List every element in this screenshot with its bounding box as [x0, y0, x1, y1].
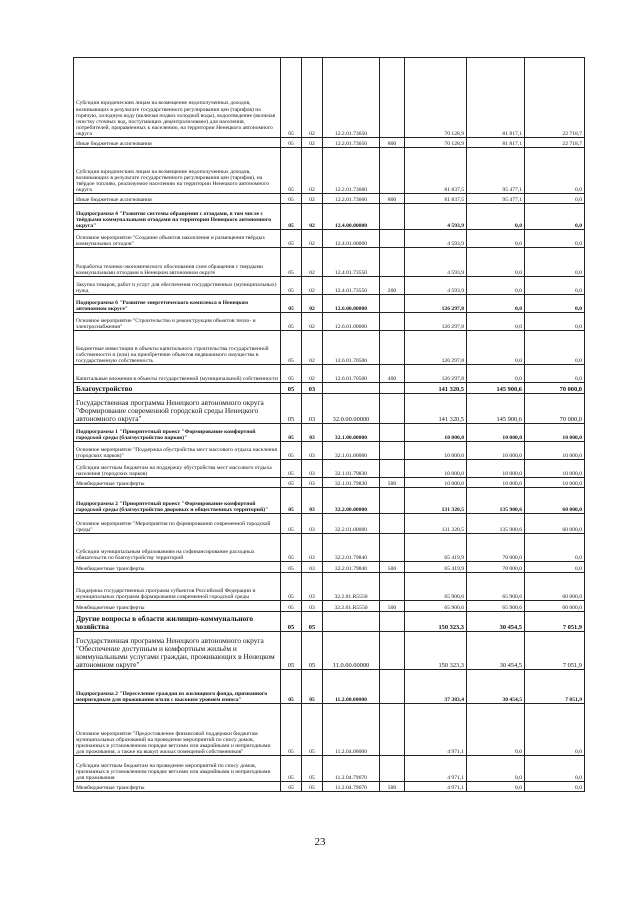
section-code-cell: 05: [281, 442, 302, 460]
amount-year3-cell: 0,0: [525, 365, 585, 383]
target-article-cell: [323, 383, 380, 394]
subsection-code-cell: 03: [302, 534, 323, 562]
table-row: [74, 194, 585, 204]
amount-year2-cell: 95 477,1: [467, 148, 525, 194]
amount-year2-cell: 70 000,0: [467, 534, 525, 562]
target-article-cell: 12.4.00.00000: [323, 204, 380, 230]
row-name-cell: Подпрограмма 2 "Переселение граждан из жилищного фонда, признанного непригодным для проживания и/или с высоким уровнем износа": [74, 670, 281, 704]
target-article-cell: 12.6.01.70500: [323, 365, 380, 383]
subsection-code-cell: 03: [302, 460, 323, 478]
amount-year1-cell: 4 593,9: [405, 277, 467, 295]
table-row: [74, 782, 585, 792]
target-article-cell: 11.2.00.00000: [323, 670, 380, 704]
section-code-cell: 05: [281, 488, 302, 514]
amount-year2-cell: 145 900,6: [467, 383, 525, 394]
target-article-cell: 12.4.01.00000: [323, 230, 380, 248]
amount-year3-cell: 60 000,0: [525, 573, 585, 601]
amount-year3-cell: 0,0: [525, 756, 585, 782]
section-code-cell: 05: [281, 194, 302, 204]
subsection-code-cell: 03: [302, 514, 323, 534]
section-code-cell: 05: [281, 331, 302, 365]
subsection-code-cell: 03: [302, 573, 323, 601]
amount-year2-cell: 30 454,5: [467, 632, 525, 670]
subsection-code-cell: 03: [302, 442, 323, 460]
row-name-cell: Поддержка государственных программ субъектов Российской Федерации и муниципальных программ формирования современной городской среды: [74, 573, 281, 601]
amount-year3-cell: 0,0: [525, 313, 585, 331]
expense-type-cell: [380, 704, 405, 756]
amount-year1-cell: 126 297,8: [405, 313, 467, 331]
expense-type-cell: [380, 460, 405, 478]
section-code-cell: 05: [281, 460, 302, 478]
amount-year2-cell: 10 000,0: [467, 424, 525, 442]
expense-type-cell: [380, 230, 405, 248]
table-body: [74, 58, 585, 792]
expense-type-cell: [380, 331, 405, 365]
expense-type-cell: [380, 488, 405, 514]
table-row: [74, 460, 585, 478]
section-code-cell: 05: [281, 365, 302, 383]
subsection-code-cell: 05: [302, 756, 323, 782]
expense-type-cell: 500: [380, 782, 405, 792]
subsection-code-cell: 05: [302, 670, 323, 704]
row-name-cell: Основное мероприятие "Предоставление финансовой поддержки бюджетам муниципальных образований на проведение мероприятий по сносу домов, признанных в установленном порядке ветхими или аварийными и непригодными для проживания, а также на выкуп жилых помещений собственников": [74, 704, 281, 756]
amount-year3-cell: 70 000,0: [525, 394, 585, 424]
section-code-cell: 05: [281, 573, 302, 601]
expense-type-cell: 200: [380, 277, 405, 295]
target-article-cell: 12.4.01.73550: [323, 248, 380, 277]
row-name-cell: Субсидии местным бюджетам на проведение мероприятий по сносу домов, признанных в установленном порядке ветхими или аварийными и непригодными для проживания: [74, 756, 281, 782]
amount-year1-cell: 10 000,0: [405, 424, 467, 442]
amount-year1-cell: 126 297,8: [405, 295, 467, 313]
table-row: [74, 248, 585, 277]
subsection-code-cell: 05: [302, 612, 323, 632]
expense-type-cell: [380, 442, 405, 460]
expense-type-cell: [380, 573, 405, 601]
section-code-cell: 05: [281, 295, 302, 313]
row-name-cell: Основное мероприятие "Поддержка обустройства мест массового отдыха населения (городских парков)": [74, 442, 281, 460]
amount-year1-cell: 37 383,4: [405, 670, 467, 704]
subsection-code-cell: 03: [302, 488, 323, 514]
amount-year1-cell: 10 000,0: [405, 460, 467, 478]
subsection-code-cell: 02: [302, 138, 323, 148]
section-code-cell: 05: [281, 756, 302, 782]
amount-year3-cell: 0,0: [525, 331, 585, 365]
amount-year2-cell: 0,0: [467, 204, 525, 230]
expense-type-cell: [380, 58, 405, 138]
section-code-cell: 05: [281, 394, 302, 424]
subsection-code-cell: 02: [302, 295, 323, 313]
section-code-cell: 05: [281, 601, 302, 612]
table-row: [74, 394, 585, 424]
row-name-cell: Субсидии юридическим лицам на возмещение недополученных доходов, возникающих в результате государственного регулирования цен (тарифов) на горячую, холодную воду (включая подвоз холодной воды), водоотведение (включая очистку сточных вод, поступающих децентрализовано) для населения, потребителей, приравненных к населению, на территории Ненецкого автономного округа: [74, 58, 281, 138]
row-name-cell: Подпрограмма 4 "Развитие системы обращения с отходами, в том числе с твёрдыми коммунальными отходами на территории Ненецкого автономного округа": [74, 204, 281, 230]
amount-year2-cell: 10 000,0: [467, 478, 525, 488]
table-row: [74, 756, 585, 782]
section-code-cell: 05: [281, 514, 302, 534]
target-article-cell: 12.2.01.73650: [323, 138, 380, 148]
row-name-cell: Субсидии муниципальным образованиям на софинансирование расходных обязательств по благоустройству территорий: [74, 534, 281, 562]
row-name-cell: Государственная программа Ненецкого автономного округа "Формирование современной городской среды Ненецкого автономного округа": [74, 394, 281, 424]
row-name-cell: Основное мероприятие "Мероприятия по формированию современной городской среды": [74, 514, 281, 534]
amount-year2-cell: 145 900,6: [467, 394, 525, 424]
table-row: [74, 424, 585, 442]
row-name-cell: Подпрограмма 1 "Приоритетный проект "Формирование комфортной городской среды (благоустройство парков)": [74, 424, 281, 442]
row-name-cell: Межбюджетные трансферты: [74, 782, 281, 792]
amount-year2-cell: 10 000,0: [467, 442, 525, 460]
subsection-code-cell: 02: [302, 148, 323, 194]
table-row: [74, 534, 585, 562]
section-code-cell: 05: [281, 277, 302, 295]
target-article-cell: 32.2.01.R5550: [323, 573, 380, 601]
amount-year2-cell: 81 817,1: [467, 138, 525, 148]
table-row: [74, 148, 585, 194]
section-code-cell: 05: [281, 424, 302, 442]
table-row: [74, 138, 585, 148]
section-code-cell: 05: [281, 230, 302, 248]
row-name-cell: Закупка товаров, работ и услуг для обеспечения государственных (муниципальных) нужд: [74, 277, 281, 295]
amount-year3-cell: 0,0: [525, 148, 585, 194]
amount-year1-cell: 150 323,3: [405, 632, 467, 670]
amount-year3-cell: 7 051,9: [525, 670, 585, 704]
expense-type-cell: [380, 394, 405, 424]
table-row: [74, 383, 585, 394]
amount-year2-cell: 0,0: [467, 756, 525, 782]
expense-type-cell: [380, 383, 405, 394]
expense-type-cell: [380, 756, 405, 782]
section-code-cell: 05: [281, 704, 302, 756]
row-name-cell: Основное мероприятие "Строительство и реконструкция объектов тепло- и электроснабжения": [74, 313, 281, 331]
expense-type-cell: [380, 248, 405, 277]
table-row: [74, 632, 585, 670]
amount-year2-cell: 95 477,1: [467, 194, 525, 204]
amount-year1-cell: 141 320,5: [405, 383, 467, 394]
target-article-cell: 12.6.01.70500: [323, 331, 380, 365]
section-code-cell: 05: [281, 782, 302, 792]
target-article-cell: 32.2.01.00000: [323, 514, 380, 534]
amount-year2-cell: 65 900,6: [467, 573, 525, 601]
target-article-cell: 12.6.01.00000: [323, 313, 380, 331]
amount-year3-cell: 60 000,0: [525, 488, 585, 514]
row-name-cell: Благоустройство: [74, 383, 281, 394]
amount-year2-cell: 65 900,6: [467, 601, 525, 612]
target-article-cell: 32.1.00.00000: [323, 424, 380, 442]
amount-year3-cell: 0,0: [525, 704, 585, 756]
amount-year1-cell: 141 320,5: [405, 394, 467, 424]
target-article-cell: [323, 612, 380, 632]
target-article-cell: 32.2.01.79840: [323, 562, 380, 573]
section-code-cell: 05: [281, 534, 302, 562]
subsection-code-cell: 03: [302, 424, 323, 442]
subsection-code-cell: 02: [302, 331, 323, 365]
amount-year1-cell: 4 593,9: [405, 230, 467, 248]
target-article-cell: 11.2.04.00000: [323, 704, 380, 756]
amount-year3-cell: 10 000,0: [525, 478, 585, 488]
row-name-cell: Межбюджетные трансферты: [74, 601, 281, 612]
amount-year2-cell: 0,0: [467, 782, 525, 792]
expense-type-cell: 500: [380, 601, 405, 612]
amount-year1-cell: 4 593,9: [405, 248, 467, 277]
expense-type-cell: [380, 534, 405, 562]
subsection-code-cell: 03: [302, 394, 323, 424]
subsection-code-cell: 05: [302, 782, 323, 792]
subsection-code-cell: 03: [302, 383, 323, 394]
section-code-cell: 05: [281, 58, 302, 138]
expense-type-cell: 400: [380, 365, 405, 383]
table-row: [74, 204, 585, 230]
target-article-cell: 12.6.00.00000: [323, 295, 380, 313]
subsection-code-cell: 02: [302, 194, 323, 204]
amount-year1-cell: 131 320,5: [405, 514, 467, 534]
expense-type-cell: [380, 295, 405, 313]
amount-year2-cell: 0,0: [467, 331, 525, 365]
expense-type-cell: 800: [380, 194, 405, 204]
expense-type-cell: 500: [380, 562, 405, 573]
row-name-cell: Межбюджетные трансферты: [74, 562, 281, 573]
amount-year3-cell: 10 000,0: [525, 424, 585, 442]
amount-year1-cell: 70 128,9: [405, 138, 467, 148]
expense-type-cell: [380, 204, 405, 230]
budget-table: [73, 57, 585, 792]
table-row: [74, 478, 585, 488]
amount-year2-cell: 0,0: [467, 704, 525, 756]
amount-year1-cell: 10 000,0: [405, 442, 467, 460]
target-article-cell: 32.0.00.00000: [323, 394, 380, 424]
expense-type-cell: 500: [380, 478, 405, 488]
amount-year3-cell: 0,0: [525, 248, 585, 277]
subsection-code-cell: 03: [302, 478, 323, 488]
amount-year2-cell: 0,0: [467, 295, 525, 313]
amount-year1-cell: 4 971,1: [405, 782, 467, 792]
row-name-cell: Подпрограмма 2 "Приоритетный проект "Формирование комфортной городской среды (благоустройство дворовых и общественных территорий)": [74, 488, 281, 514]
amount-year3-cell: 22 718,7: [525, 138, 585, 148]
section-code-cell: 05: [281, 632, 302, 670]
target-article-cell: 11.0.00.00000: [323, 632, 380, 670]
target-article-cell: 32.1.01.79830: [323, 460, 380, 478]
amount-year1-cell: 131 320,5: [405, 488, 467, 514]
subsection-code-cell: 03: [302, 601, 323, 612]
section-code-cell: 05: [281, 612, 302, 632]
amount-year3-cell: 60 000,0: [525, 601, 585, 612]
subsection-code-cell: 02: [302, 365, 323, 383]
table-row: [74, 58, 585, 138]
amount-year2-cell: 0,0: [467, 277, 525, 295]
amount-year2-cell: 30 454,5: [467, 670, 525, 704]
table-row: [74, 277, 585, 295]
row-name-cell: Бюджетные инвестиции в объекты капитального строительства государственной собственности и (или) на приобретение объектов недвижимого имущества в государственную собственность: [74, 331, 281, 365]
target-article-cell: 11.2.04.79670: [323, 782, 380, 792]
table-row: [74, 488, 585, 514]
row-name-cell: Межбюджетные трансферты: [74, 478, 281, 488]
table-row: [74, 562, 585, 573]
table-row: [74, 442, 585, 460]
row-name-cell: Субсидии местным бюджетам на поддержку обустройства мест массового отдыха населения (городских парков): [74, 460, 281, 478]
table-row: [74, 313, 585, 331]
subsection-code-cell: 02: [302, 230, 323, 248]
target-article-cell: 32.1.01.79830: [323, 478, 380, 488]
subsection-code-cell: 02: [302, 277, 323, 295]
section-code-cell: 05: [281, 204, 302, 230]
subsection-code-cell: 02: [302, 313, 323, 331]
page-number: 23: [314, 836, 326, 848]
section-code-cell: 05: [281, 138, 302, 148]
amount-year3-cell: 0,0: [525, 277, 585, 295]
amount-year2-cell: 30 454,5: [467, 612, 525, 632]
amount-year1-cell: 70 128,9: [405, 58, 467, 138]
amount-year3-cell: 60 000,0: [525, 514, 585, 534]
amount-year3-cell: 22 718,7: [525, 58, 585, 138]
amount-year1-cell: 65 419,9: [405, 534, 467, 562]
amount-year3-cell: 0,0: [525, 782, 585, 792]
target-article-cell: 12.2.01.73650: [323, 58, 380, 138]
row-name-cell: Основное мероприятие "Создание объектов накопления и размещения твёрдых коммунальных отходов": [74, 230, 281, 248]
amount-year1-cell: 81 837,5: [405, 194, 467, 204]
table-row: [74, 704, 585, 756]
target-article-cell: 32.2.00.00000: [323, 488, 380, 514]
amount-year1-cell: 126 297,8: [405, 331, 467, 365]
row-name-cell: Субсидии юридическим лицам на возмещение недополученных доходов, возникающих в результате государственного регулирования цен (тарифов), на твёрдое топливо, реализуемое населению на территории Ненецкого автономного округа: [74, 148, 281, 194]
row-name-cell: Иные бюджетные ассигнования: [74, 138, 281, 148]
amount-year3-cell: 0,0: [525, 562, 585, 573]
amount-year3-cell: 0,0: [525, 230, 585, 248]
table-row: [74, 365, 585, 383]
subsection-code-cell: 03: [302, 562, 323, 573]
amount-year2-cell: 135 900,6: [467, 488, 525, 514]
expense-type-cell: [380, 313, 405, 331]
subsection-code-cell: 05: [302, 704, 323, 756]
table-row: [74, 331, 585, 365]
amount-year3-cell: 0,0: [525, 295, 585, 313]
amount-year2-cell: 81 817,1: [467, 58, 525, 138]
table-row: [74, 295, 585, 313]
amount-year3-cell: 0,0: [525, 204, 585, 230]
subsection-code-cell: 02: [302, 58, 323, 138]
section-code-cell: 05: [281, 313, 302, 331]
amount-year3-cell: 0,0: [525, 534, 585, 562]
amount-year1-cell: 65 419,9: [405, 562, 467, 573]
amount-year3-cell: 7 051,9: [525, 632, 585, 670]
section-code-cell: 05: [281, 562, 302, 573]
table-row: [74, 601, 585, 612]
target-article-cell: 32.1.01.00000: [323, 442, 380, 460]
amount-year2-cell: 70 000,0: [467, 562, 525, 573]
section-code-cell: 05: [281, 383, 302, 394]
section-code-cell: 05: [281, 670, 302, 704]
target-article-cell: 12.4.01.73550: [323, 277, 380, 295]
row-name-cell: Государственная программа Ненецкого автономного округа "Обеспечение доступным и комфортным жильём и коммунальными услугами граждан, проживающих в Ненецком автономном округе": [74, 632, 281, 670]
expense-type-cell: [380, 424, 405, 442]
row-name-cell: Разработка технико-экономического обоснования схем обращения с твердыми коммунальными отходами в Ненецком автономном округе: [74, 248, 281, 277]
amount-year3-cell: 10 000,0: [525, 460, 585, 478]
expense-type-cell: [380, 632, 405, 670]
table-row: [74, 573, 585, 601]
expense-type-cell: [380, 612, 405, 632]
amount-year1-cell: 81 837,5: [405, 148, 467, 194]
subsection-code-cell: 05: [302, 632, 323, 670]
expense-type-cell: [380, 148, 405, 194]
section-code-cell: 05: [281, 148, 302, 194]
amount-year3-cell: 70 000,0: [525, 383, 585, 394]
amount-year3-cell: 7 051,9: [525, 612, 585, 632]
amount-year1-cell: 126 297,8: [405, 365, 467, 383]
table-row: [74, 230, 585, 248]
row-name-cell: Подпрограмма 6 "Развитие энергетического комплекса в Ненецком автономном округе": [74, 295, 281, 313]
section-code-cell: 05: [281, 478, 302, 488]
subsection-code-cell: 02: [302, 204, 323, 230]
amount-year3-cell: 0,0: [525, 194, 585, 204]
amount-year1-cell: 150 323,3: [405, 612, 467, 632]
section-code-cell: 05: [281, 248, 302, 277]
amount-year1-cell: 65 900,6: [405, 601, 467, 612]
amount-year1-cell: 4 971,1: [405, 756, 467, 782]
table-row: [74, 514, 585, 534]
amount-year1-cell: 65 900,6: [405, 573, 467, 601]
amount-year2-cell: 0,0: [467, 230, 525, 248]
target-article-cell: 32.2.01.R5550: [323, 601, 380, 612]
amount-year2-cell: 0,0: [467, 248, 525, 277]
target-article-cell: 12.2.01.73660: [323, 194, 380, 204]
expense-type-cell: [380, 670, 405, 704]
amount-year2-cell: 0,0: [467, 365, 525, 383]
amount-year3-cell: 10 000,0: [525, 442, 585, 460]
amount-year2-cell: 135 900,6: [467, 514, 525, 534]
amount-year1-cell: 4 593,9: [405, 204, 467, 230]
amount-year2-cell: 0,0: [467, 313, 525, 331]
row-name-cell: Капитальные вложения в объекты государственной (муниципальной) собственности: [74, 365, 281, 383]
row-name-cell: Иные бюджетные ассигнования: [74, 194, 281, 204]
table-row: [74, 612, 585, 632]
subsection-code-cell: 02: [302, 248, 323, 277]
amount-year1-cell: 10 000,0: [405, 478, 467, 488]
target-article-cell: 11.2.04.79670: [323, 756, 380, 782]
table-row: [74, 670, 585, 704]
expense-type-cell: [380, 514, 405, 534]
expense-type-cell: 800: [380, 138, 405, 148]
target-article-cell: 32.2.01.79840: [323, 534, 380, 562]
target-article-cell: 12.2.01.73660: [323, 148, 380, 194]
row-name-cell: Другие вопросы в области жилищно-коммунального хозяйства: [74, 612, 281, 632]
amount-year2-cell: 10 000,0: [467, 460, 525, 478]
amount-year1-cell: 4 971,1: [405, 704, 467, 756]
